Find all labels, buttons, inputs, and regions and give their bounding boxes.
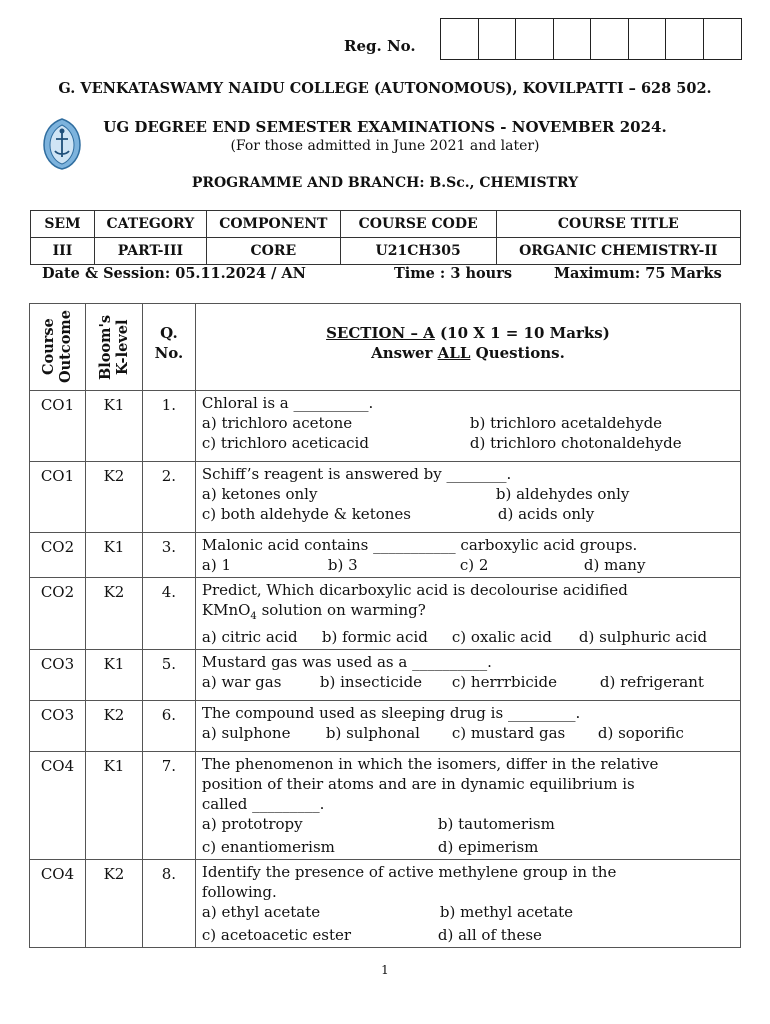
qno-label-2: No.: [154, 344, 184, 362]
option: c) both aldehyde & ketones: [201, 505, 411, 523]
header-component: COMPONENT: [206, 211, 340, 238]
qno-header: [142, 304, 195, 391]
reg-no-box[interactable]: [704, 19, 742, 59]
reg-no-row: [0, 18, 770, 58]
question-cell: [195, 701, 740, 752]
reg-no-box[interactable]: [591, 19, 629, 59]
value-course-title: ORGANIC CHEMISTRY-II: [496, 238, 740, 265]
section-name: SECTION – A: [326, 324, 435, 342]
question-row: [30, 650, 741, 701]
option: a) sulphone: [201, 724, 291, 742]
maximum-marks: Maximum: 75 Marks: [554, 265, 722, 282]
option: d) epimerism: [437, 838, 539, 856]
session-row: [42, 265, 742, 285]
question-row: [30, 860, 741, 948]
course-outcome: CO3: [30, 650, 86, 701]
blooms-label-1: Bloom's: [96, 314, 114, 380]
option: b) formic acid: [321, 628, 428, 646]
option: d) many: [583, 556, 646, 574]
question-cell: [195, 860, 740, 948]
k-level: K1: [85, 650, 142, 701]
option: d) acids only: [497, 505, 595, 523]
question-text: position of their atoms and are in dynamic equilibrium is: [201, 775, 635, 793]
option: d) sulphuric acid: [578, 628, 708, 646]
exam-title: UG DEGREE END SEMESTER EXAMINATIONS - NOVEMBER 2024.: [103, 118, 667, 136]
reg-no-box[interactable]: [516, 19, 554, 59]
question-text: called _________.: [201, 795, 325, 813]
reg-no-box[interactable]: [441, 19, 479, 59]
value-course-code: U21CH305: [340, 238, 496, 265]
option: b) aldehydes only: [495, 485, 630, 503]
exam-subtitle: (For those admitted in June 2021 and later): [230, 138, 540, 154]
question-text: Chloral is a __________.: [201, 394, 374, 412]
option: a) trichloro acetone: [201, 414, 353, 432]
exam-time: Time : 3 hours: [394, 265, 513, 282]
option: b) tautomerism: [437, 815, 555, 833]
option: d) trichloro chotonaldehyde: [469, 434, 682, 452]
option: b) 3: [327, 556, 358, 574]
question-number: 7.: [142, 752, 195, 860]
header-course-code: COURSE CODE: [340, 211, 496, 238]
options-line: [202, 504, 734, 524]
reg-no-label: Reg. No.: [344, 37, 416, 55]
option: c) enantiomerism: [201, 838, 335, 856]
options-line: [202, 413, 734, 433]
question-cell: [195, 752, 740, 860]
course-outcome: CO2: [30, 578, 86, 650]
options-line: [202, 672, 734, 692]
question-cell: [195, 650, 740, 701]
value-component: CORE: [206, 238, 340, 265]
question-number: 4.: [142, 578, 195, 650]
question-number: 1.: [142, 391, 195, 462]
question-cell: [195, 462, 740, 533]
options-line: [202, 484, 734, 504]
question-text: Predict, Which dicarboxylic acid is decolourise acidified: [201, 581, 628, 599]
k-level: K1: [85, 533, 142, 578]
question-row: [30, 578, 741, 650]
question-text: Identify the presence of active methylene group in the: [201, 863, 617, 881]
date-session: Date & Session: 05.11.2024 / AN: [42, 265, 306, 282]
course-info-table: [30, 210, 741, 265]
section-instruction: Answer ALL Questions.: [371, 344, 565, 362]
k-level: K1: [85, 752, 142, 860]
option: a) ethyl acetate: [201, 903, 321, 921]
k-level: K2: [85, 462, 142, 533]
question-row: [30, 391, 741, 462]
value-sem: III: [31, 238, 95, 265]
course-outcome: CO1: [30, 391, 86, 462]
course-info-value-row: [31, 238, 741, 265]
course-outcome-header: [30, 304, 86, 391]
option: a) war gas: [201, 673, 282, 691]
options-line: [202, 902, 734, 922]
reg-no-box[interactable]: [629, 19, 667, 59]
blooms-label-2: K-level: [113, 319, 131, 375]
question-number: 6.: [142, 701, 195, 752]
option: a) ketones only: [201, 485, 318, 503]
question-row: [30, 462, 741, 533]
option: c) acetoacetic ester: [201, 926, 352, 944]
question-row: [30, 752, 741, 860]
question-text: The compound used as sleeping drug is _________.: [201, 704, 581, 722]
options-line: [202, 627, 734, 647]
reg-no-box[interactable]: [479, 19, 517, 59]
option: c) mustard gas: [451, 724, 566, 742]
reg-no-box[interactable]: [666, 19, 704, 59]
options-line: [202, 433, 734, 453]
option: b) insecticide: [319, 673, 423, 691]
option: c) trichloro aceticacid: [201, 434, 369, 452]
option: b) sulphonal: [325, 724, 420, 742]
options-line: [202, 555, 734, 575]
option: a) prototropy: [201, 815, 303, 833]
option: c) herrrbicide: [451, 673, 558, 691]
reg-no-box[interactable]: [554, 19, 592, 59]
qno-label-1: Q.: [160, 324, 178, 342]
option: a) citric acid: [201, 628, 298, 646]
blooms-level-header: [85, 304, 142, 391]
k-level: K1: [85, 391, 142, 462]
question-number: 5.: [142, 650, 195, 701]
section-header: [195, 304, 740, 391]
course-outcome: CO4: [30, 752, 86, 860]
course-outcome: CO1: [30, 462, 86, 533]
college-name: G. VENKATASWAMY NAIDU COLLEGE (AUTONOMOUS), KOVILPATTI – 628 502.: [58, 80, 712, 97]
course-outcome-label-1: Course: [40, 318, 58, 376]
section-marks: (10 X 1 = 10 Marks): [434, 324, 610, 342]
k-level: K2: [85, 578, 142, 650]
k-level: K2: [85, 860, 142, 948]
question-text: The phenomenon in which the isomers, differ in the relative: [201, 755, 659, 773]
question-text: Schiff’s reagent is answered by ________.: [201, 465, 512, 483]
option: c) oxalic acid: [451, 628, 552, 646]
course-outcome: CO3: [30, 701, 86, 752]
option: d) all of these: [437, 926, 542, 944]
option: d) refrigerant: [599, 673, 704, 691]
option: b) trichloro acetaldehyde: [469, 414, 663, 432]
header-course-title: COURSE TITLE: [496, 211, 740, 238]
header-sem: SEM: [31, 211, 95, 238]
section-title: [202, 323, 734, 343]
question-number: 8.: [142, 860, 195, 948]
option: b) methyl acetate: [439, 903, 574, 921]
question-cell: [195, 578, 740, 650]
question-number: 2.: [142, 462, 195, 533]
questions-table: [29, 303, 741, 948]
course-info-header-row: [31, 211, 741, 238]
question-cell: [195, 533, 740, 578]
questions-header-row: [30, 304, 741, 391]
page-number: 1: [381, 963, 389, 977]
question-text: Malonic acid contains ___________ carboxylic acid groups.: [201, 536, 638, 554]
options-line: [202, 814, 734, 834]
question-row: [30, 701, 741, 752]
question-text: Mustard gas was used as a __________.: [201, 653, 492, 671]
question-text: following.: [201, 883, 277, 901]
reg-no-boxes: [440, 18, 742, 60]
value-category: PART-III: [94, 238, 206, 265]
options-line: [202, 925, 734, 945]
programme-branch: PROGRAMME AND BRANCH: B.Sc., CHEMISTRY: [191, 175, 579, 191]
options-line: [202, 837, 734, 857]
options-line: [202, 723, 734, 743]
course-outcome-label-2: Outcome: [57, 310, 75, 384]
question-text-line-2: KMnO$_4$ solution on warming?: [201, 601, 426, 622]
header-category: CATEGORY: [94, 211, 206, 238]
option: a) 1: [201, 556, 231, 574]
question-number: 3.: [142, 533, 195, 578]
option: d) soporific: [597, 724, 684, 742]
question-row: [30, 533, 741, 578]
course-outcome: CO2: [30, 533, 86, 578]
course-outcome: CO4: [30, 860, 86, 948]
k-level: K2: [85, 701, 142, 752]
option: c) 2: [459, 556, 489, 574]
question-cell: [195, 391, 740, 462]
